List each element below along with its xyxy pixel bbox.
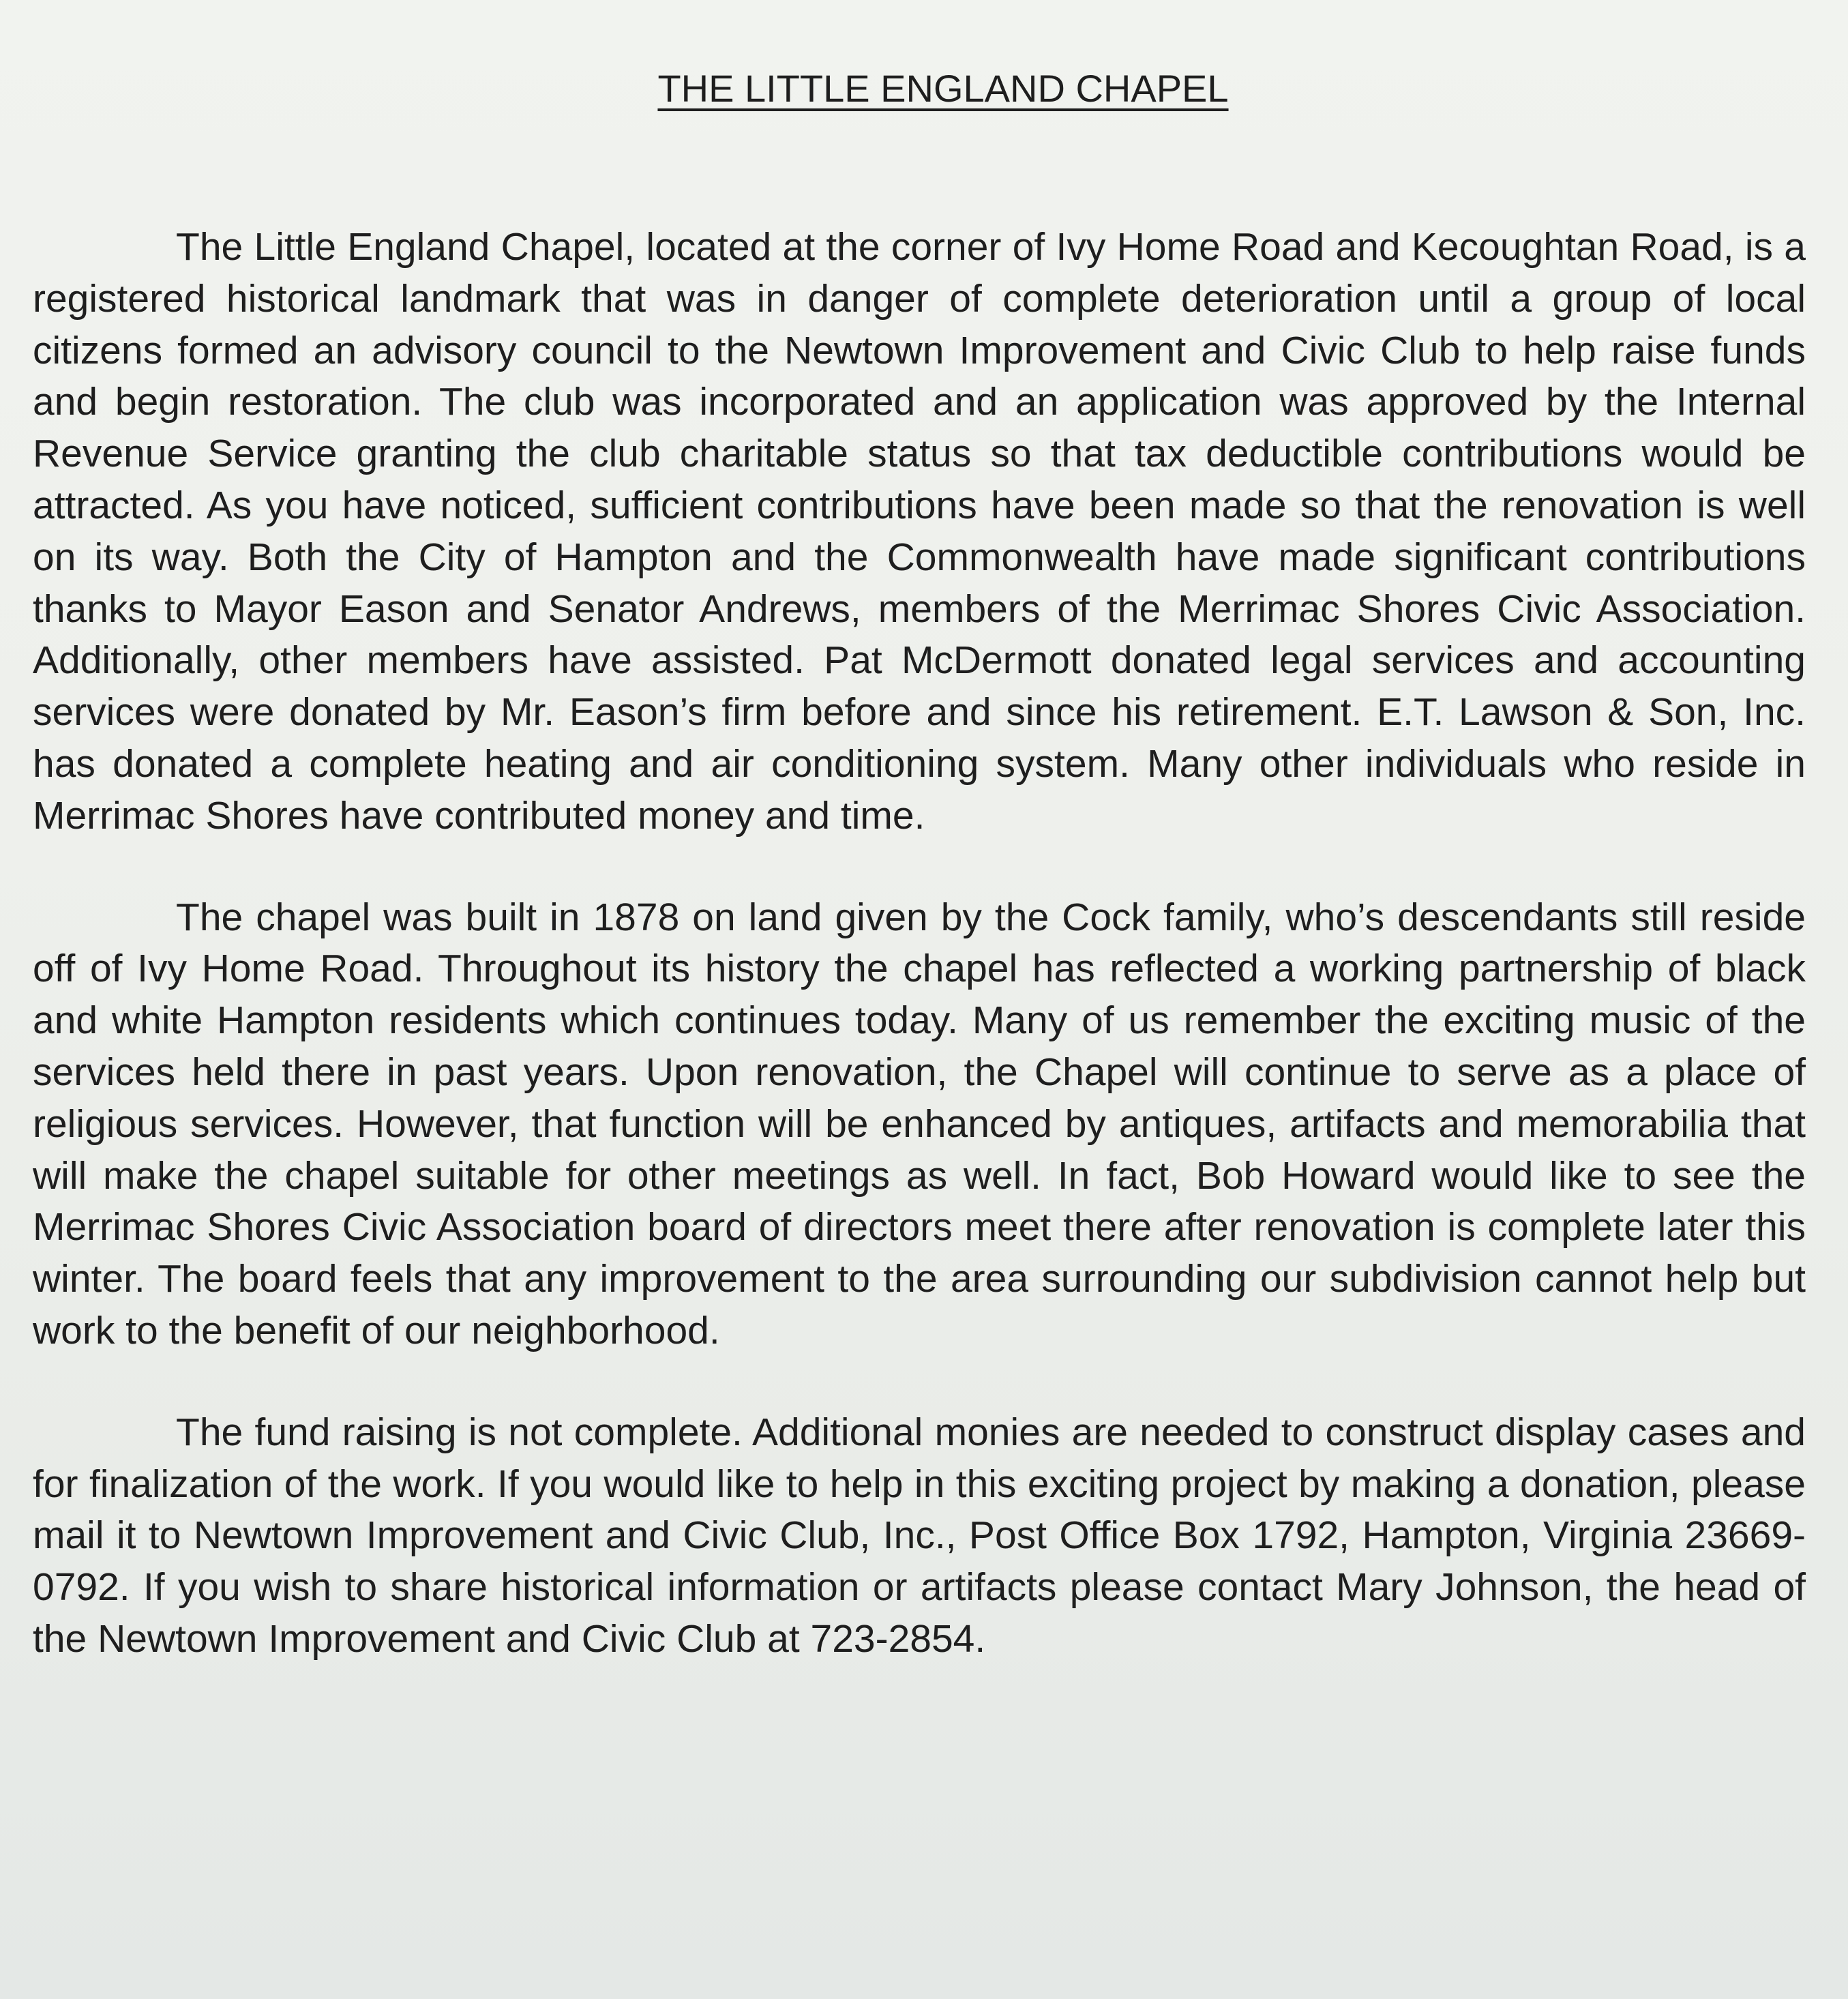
document-page [33, 55, 1806, 1665]
paragraph-history-renovation: The Little England Chapel, located at the corner of Ivy Home Road and Kecoughtan Road, is a registered historical landmark that was in danger of complete deterioration until a group of local citizens formed an advisory council to the Newtown Improvement and Civic Club to help raise funds and begin restoration. The club was incorporated and an application was approved by the Internal Revenue Service granting the club charitable status so that tax deductible contributions would be attracted. As you have noticed, sufficient contributions have been made so that the renovation is well on its way. Both the City of Hampton and the Commonwealth have made significant contributions thanks to Mayor Eason and Senator Andrews, members of the Merrimac Shores Civic Association. Additionally, other members have assisted. Pat McDermott donated legal services and accounting services were donated by Mr. Eason’s firm before and since his retirement. E.T. Lawson & Son, Inc. has donated a complete heating and air conditioning system. Many other individuals who reside in Merrimac Shores have contributed money and time. [33, 225, 1806, 838]
document-title [33, 55, 1806, 123]
paragraph-chapel-origins: The chapel was built in 1878 on land given by the Cock family, who’s descendants still reside off of Ivy Home Road. Throughout its history the chapel has reflected a working partnership of black and white Hampton residents which continues today. Many of us remember the exciting music of the services held there in past years. Upon renovation, the Chapel will continue to serve as a place of religious services. However, that function will be enhanced by antiques, artifacts and memorabilia that will make the chapel suitable for other meetings as well. In fact, Bob Howard would like to see the Merrimac Shores Civic Association board of directors meet there after renovation is complete later this winter. The board feels that any improvement to the area surrounding our subdivision cannot help but work to the benefit of our neighborhood. [33, 895, 1806, 1352]
document-title-text: THE LITTLE ENGLAND CHAPEL [657, 67, 1229, 110]
paragraph-fund-raising: The fund raising is not complete. Additional monies are needed to construct display cases and for finalization of the work. If you would like to help in this exciting project by making a donation, please mail it to Newtown Improvement and Civic Club, Inc., Post Office Box 1792, Hampton, Virginia 23669-0792. If you wish to share historical information or artifacts please contact Mary Johnson, the head of the Newtown Improvement and Civic Club at 723-2854. [33, 1410, 1806, 1661]
